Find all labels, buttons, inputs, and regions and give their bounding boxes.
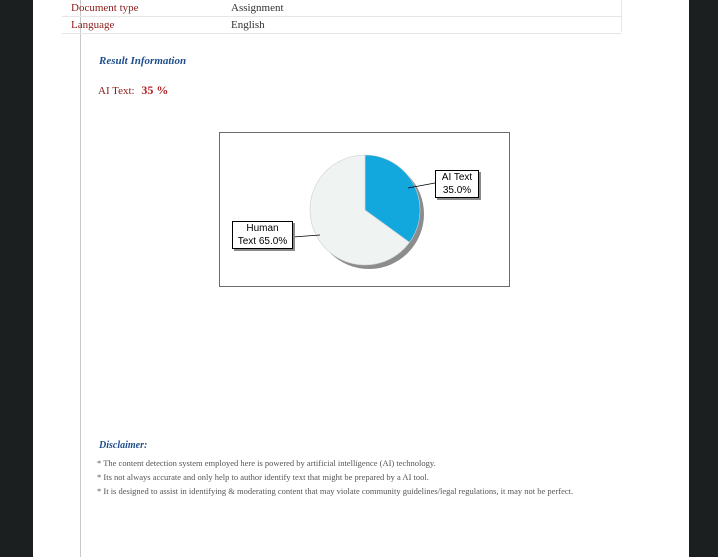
document-type-value: Assignment — [231, 2, 284, 14]
disclaimer-heading: Disclaimer: — [99, 440, 148, 451]
ai-text-result-label: AI Text: — [98, 85, 135, 97]
ai-text-result — [98, 83, 168, 98]
disclaimer-item: * Its not always accurate and only help to author identify text that might be prepared by a AI tool. — [97, 472, 429, 482]
language-value: English — [231, 19, 265, 31]
disclaimer-item: * It is designed to assist in identifying & moderating content that may violate community guidelines/legal regulations, it may not be perfect. — [97, 486, 574, 496]
human-label-line2: Text 65.0% — [237, 236, 288, 247]
pie-chart — [219, 132, 510, 287]
ai-text-slice-label — [435, 170, 479, 198]
human-label-line1: Human — [246, 223, 279, 234]
ai-label-line1: AI Text — [441, 172, 473, 183]
document-type-row — [62, 0, 622, 17]
page-left-rule — [80, 0, 81, 557]
document-info-table — [62, 0, 622, 34]
human-text-leader-line — [293, 235, 320, 237]
disclaimer-list — [97, 456, 573, 498]
disclaimer-item: * The content detection system employed here is powered by artificial intelligence (AI) technology. — [97, 458, 436, 468]
pie-chart-svg — [220, 133, 509, 286]
ai-label-line2: 35.0% — [442, 185, 472, 196]
result-information-heading: Result Information — [99, 55, 187, 67]
language-row — [62, 17, 622, 34]
ai-text-result-value: 35 % — [141, 83, 169, 97]
document-type-label: Document type — [71, 2, 139, 14]
language-label: Language — [71, 19, 115, 31]
human-text-slice-label — [232, 221, 293, 249]
